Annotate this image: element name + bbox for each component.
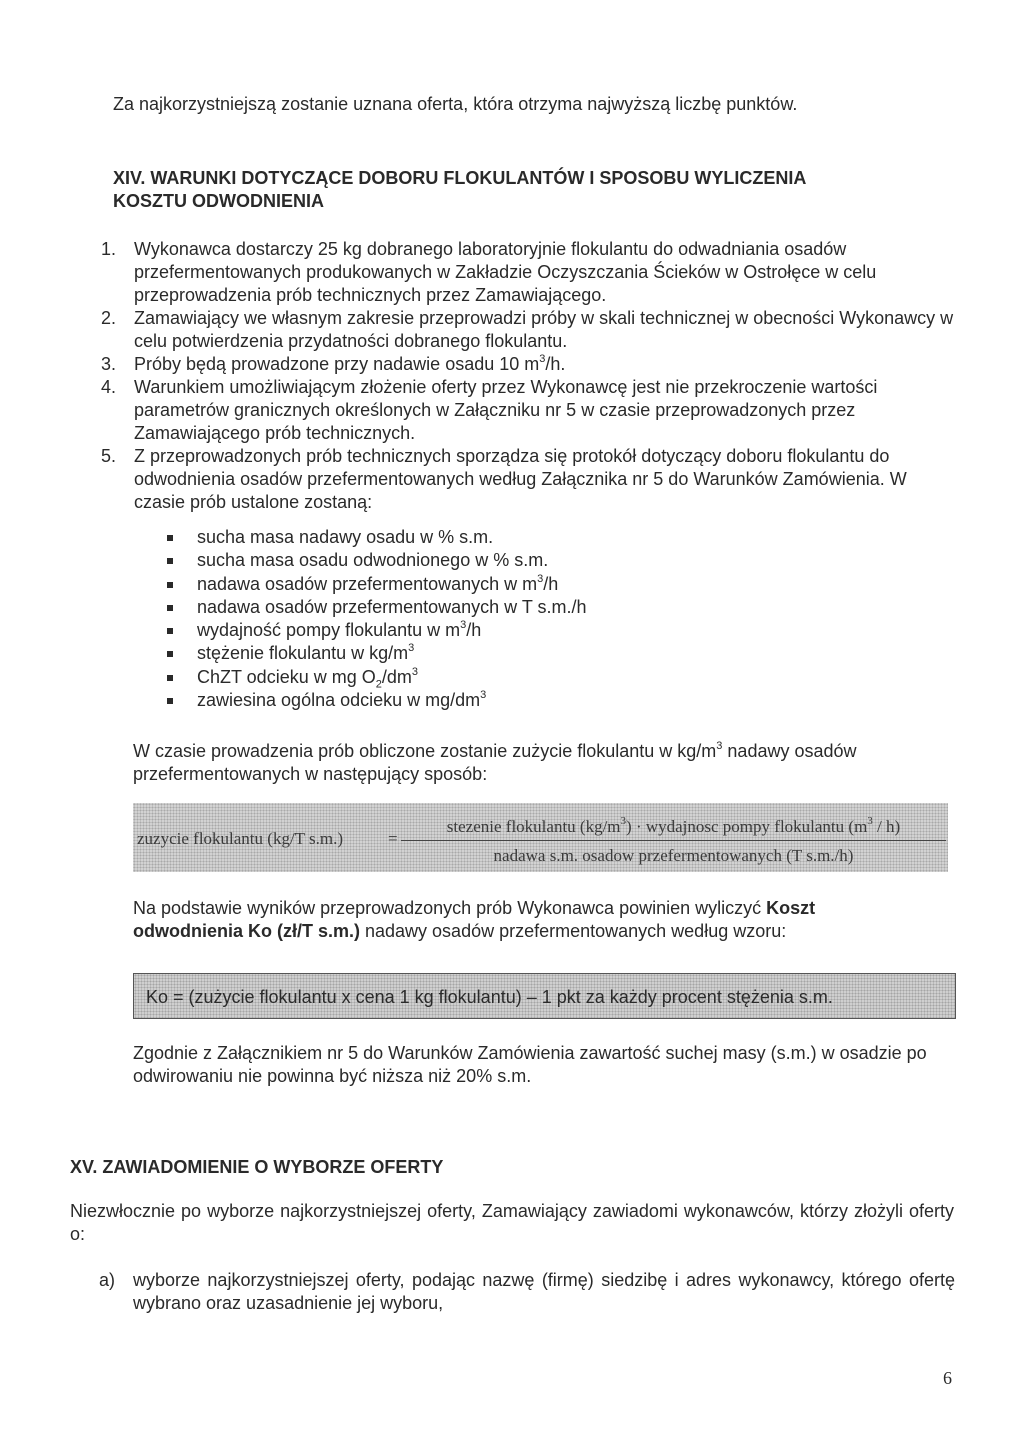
section-14-heading-line2: KOSZTU ODWODNIENIA xyxy=(113,191,324,211)
formula-text: / h) xyxy=(872,817,901,836)
list-number: 1. xyxy=(101,239,117,259)
bullet-item xyxy=(163,596,587,619)
list-text: Zamawiający we własnym zakresie przeprowadzi próby w skali technicznej w obecności Wykonawcy w celu potwierdzenia przydatności dobranego flokulantu. xyxy=(134,308,954,351)
paragraph-text: nadawy osadów przefermentowanych w następujący sposób: xyxy=(133,741,857,784)
list-text: Z przeprowadzonych prób technicznych sporządza się protokół dotyczący doboru flokulantu do odwodnienia osadów przefermentowanych według Załącznika nr 5 do Warunków Zamówienia. W czasie prób ustalone zostaną: xyxy=(134,446,907,512)
intro-text: Za najkorzystniejszą zostanie uznana oferta, która otrzyma najwyższą liczbę punktów. xyxy=(113,94,798,114)
formula-equals: = xyxy=(388,829,398,848)
bullet-item xyxy=(163,642,587,665)
bullet-item xyxy=(163,573,587,596)
section-14-numbered-list xyxy=(101,238,961,514)
superscript: 3 xyxy=(411,665,418,678)
list-label: a) xyxy=(99,1270,116,1290)
bold-text: odwodnienia Ko (zł/T s.m.) xyxy=(133,921,360,941)
list-item xyxy=(101,307,961,353)
list-item xyxy=(101,376,961,445)
bullet-item xyxy=(163,526,587,549)
bullet-text: wydajność pompy flokulantu w m xyxy=(197,620,461,641)
fraction-line xyxy=(401,840,946,841)
bullet-text: /dm xyxy=(381,666,412,687)
list-item xyxy=(101,238,961,307)
formula-text: ) · wydajnosc pompy flokulantu (m xyxy=(626,817,868,836)
bullet-text: ChZT odcieku w mg O xyxy=(197,666,376,687)
ko-formula-box xyxy=(133,973,956,1019)
superscript: 3 xyxy=(716,740,723,752)
list-number: 2. xyxy=(101,308,117,328)
section-14-heading xyxy=(113,167,973,213)
superscript: 3 xyxy=(537,572,544,585)
superscript: 3 xyxy=(539,353,546,365)
superscript: 3 xyxy=(460,619,467,632)
list-number: 4. xyxy=(101,377,117,397)
list-number: 3. xyxy=(101,354,117,374)
paragraph-text: W czasie prowadzenia prób obliczone zostanie zużycie flokulantu w kg/m xyxy=(133,741,717,761)
bullet-text: zawiesina ogólna odcieku w mg/dm xyxy=(197,690,481,711)
list-text xyxy=(134,354,565,374)
bullet-text: sucha masa nadawy osadu w % s.m. xyxy=(197,527,494,547)
bullet-text: sucha masa osadu odwodnionego w % s.m. xyxy=(197,550,549,571)
bullet-text: /h xyxy=(466,620,482,641)
bullet-item xyxy=(163,666,587,689)
list-number: 5. xyxy=(101,446,117,466)
consumption-formula-box xyxy=(133,803,948,872)
list-item xyxy=(101,445,961,514)
bullet-item xyxy=(163,689,587,712)
bullet-text: nadawa osadów przefermentowanych w T s.m./h xyxy=(197,596,587,617)
list-item xyxy=(101,353,961,376)
bullet-text: nadawa osadów przefermentowanych w m xyxy=(197,573,538,594)
cost-paragraph xyxy=(133,897,963,943)
list-text: Wykonawca dostarczy 25 kg dobranego laboratoryjnie flokulantu do odwadniania osadów przefermentowanych produkowanych w Zakładzie Oczyszczania Ścieków w Ostrołęce w celu przeprowadzenia prób technicznych przez Zamawiającego. xyxy=(134,239,877,305)
bullet-text: /h xyxy=(543,573,559,594)
formula-numerator xyxy=(401,815,946,840)
page-number: 6 xyxy=(943,1368,952,1388)
formula-lhs: zuzycie flokulantu (kg/T s.m.) xyxy=(137,829,343,848)
list-text: Warunkiem umożliwiającym złożenie oferty przez Wykonawcę jest nie przekroczenie wartości parametrów granicznych określonych w Załączniku nr 5 w czasie przeprowadzonych przez Zamawiającego prób technicznych. xyxy=(134,377,878,443)
superscript: 3 xyxy=(867,815,873,828)
superscript: 3 xyxy=(480,689,487,702)
formula-fraction xyxy=(401,815,946,867)
bullet-item xyxy=(163,619,587,642)
dry-mass-paragraph: Zgodnie z Załącznikiem nr 5 do Warunków Zamówienia zawartość suchej masy (s.m.) w osadzie po odwirowaniu nie powinna być niższa niż 20% s.m. xyxy=(133,1043,927,1086)
section-15-heading: XV. ZAWIADOMIENIE O WYBORZE OFERTY xyxy=(70,1157,444,1177)
superscript: 3 xyxy=(620,815,627,828)
list-text-part: Próby będą prowadzone przy nadawie osadu 10 m xyxy=(134,354,540,374)
consumption-paragraph xyxy=(133,740,963,786)
list-text: wyborze najkorzystniejszej oferty, podając nazwę (firmę) siedzibę i adres wykonawcy, którego ofertę wybrano oraz uzasadnienie jej wyboru, xyxy=(133,1270,955,1313)
formula-text: stezenie flokulantu (kg/m xyxy=(446,817,621,836)
list-text-part: /h. xyxy=(545,354,566,374)
bullet-text: stężenie flokulantu w kg/m xyxy=(197,643,409,664)
formula-denominator: nadawa s.m. osadow przefermentowanych (T s.m./h) xyxy=(493,846,854,865)
bold-text: Koszt xyxy=(766,898,816,918)
paragraph-text: Na podstawie wyników przeprowadzonych prób Wykonawca powinien wyliczyć xyxy=(133,898,767,918)
ko-formula-text: Ko = (zużycie flokulantu x cena 1 kg flokulantu) – 1 pkt za każdy procent stężenia s.m. xyxy=(146,987,833,1007)
superscript: 3 xyxy=(408,642,415,655)
bullet-item xyxy=(163,549,587,572)
paragraph-text: nadawy osadów przefermentowanych według wzoru: xyxy=(360,921,787,941)
section-14-heading-line1: XIV. WARUNKI DOTYCZĄCE DOBORU FLOKULANTÓW I SPOSOBU WYLICZENIA xyxy=(113,168,807,188)
notification-paragraph: Niezwłocznie po wyborze najkorzystniejszej oferty, Zamawiający zawiadomi wykonawców, którzy złożyli oferty o: xyxy=(70,1201,954,1244)
subscript: 2 xyxy=(375,678,382,691)
parameters-bullet-list xyxy=(163,526,587,712)
